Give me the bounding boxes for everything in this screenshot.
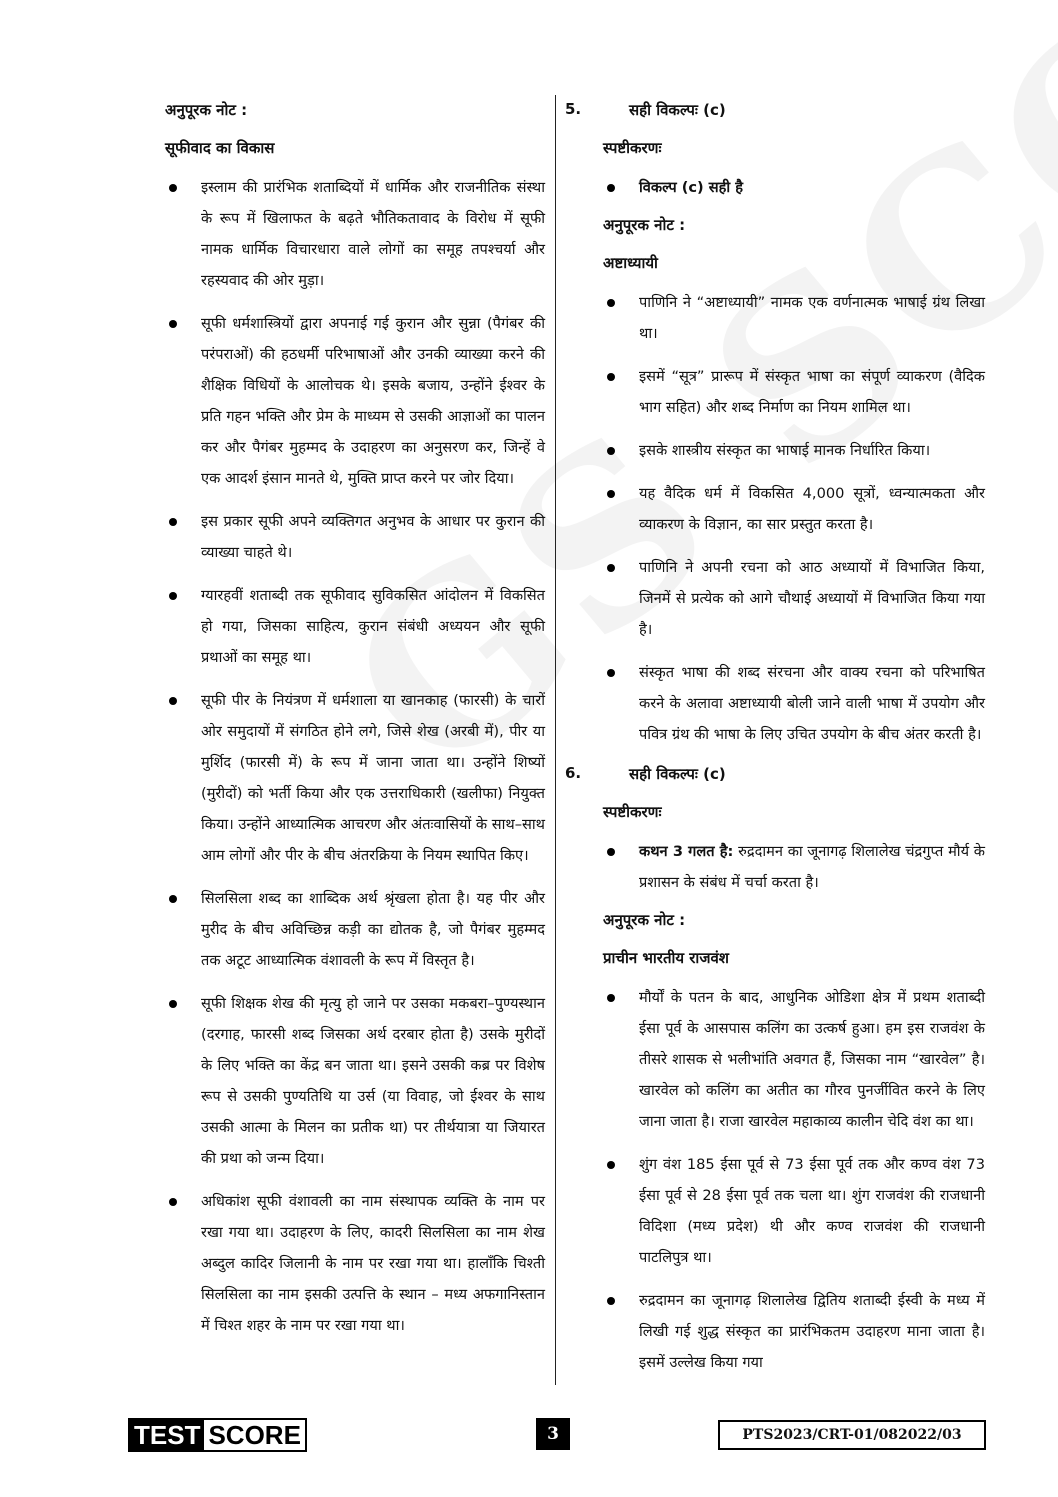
- explanation-list: [603, 172, 985, 203]
- supplementary-note-heading: अनुपूरक नोट :: [603, 911, 686, 929]
- list-item: इसके शास्त्रीय संस्कृत का भाषाई मानक निर्धारित किया।: [603, 435, 985, 466]
- list-item: पाणिनि ने अपनी रचना को आठ अध्यायों में विभाजित किया, जिनमें से प्रत्येक को आगे चौथाई अध्यायों में विभाजित किया गया है।: [603, 552, 985, 645]
- bullet-icon: [607, 669, 615, 677]
- bullet-icon: [607, 848, 615, 856]
- bullet-icon: [169, 697, 177, 705]
- question-5-answer: [565, 100, 985, 120]
- explanation-list: [603, 836, 985, 898]
- bullet-icon: [607, 184, 615, 192]
- bullet-icon: [607, 373, 615, 381]
- list-item: इसमें “सूत्र” प्रारूप में संस्कृत भाषा का संपूर्ण व्याकरण (वैदिक भाग सहित) और शब्द निर्माण का नियम शामिल था।: [603, 361, 985, 423]
- bullet-list: [165, 172, 545, 1341]
- bullet-icon: [607, 447, 615, 455]
- bullet-icon: [169, 1198, 177, 1206]
- question-number: 5.: [565, 100, 582, 118]
- question-6-answer: [565, 764, 985, 784]
- bullet-icon: [169, 518, 177, 526]
- bullet-list: [603, 287, 985, 750]
- bullet-icon: [607, 490, 615, 498]
- bullet-icon: [607, 564, 615, 572]
- bullet-icon: [607, 1161, 615, 1169]
- bullet-list: [603, 982, 985, 1378]
- page-number: 3: [536, 1418, 570, 1450]
- test-code: PTS2023/CRT-01/082022/03: [718, 1420, 986, 1450]
- list-item: इस प्रकार सूफी अपने व्यक्तिगत अनुभव के आधार पर कुरान की व्याख्या चाहते थे।: [165, 506, 545, 568]
- bullet-icon: [607, 299, 615, 307]
- list-item: कथन 3 गलत है: रुद्रदामन का जूनागढ़ शिलालेख चंद्रगुप्त मौर्य के प्रशासन के संबंध में चर्चा करता है।: [603, 836, 985, 898]
- column-divider: [555, 95, 556, 1385]
- list-item: शुंग वंश 185 ईसा पूर्व से 73 ईसा पूर्व तक और कण्व वंश 73 ईसा पूर्व से 28 ईसा पूर्व तक चला था। शुंग राजवंश की राजधानी विदिशा (मध्य प्रदेश) थी और कण्व राजवंश की राजधानी पाटलिपुत्र था।: [603, 1149, 985, 1273]
- list-item: इस्लाम की प्रारंभिक शताब्दियों में धार्मिक और राजनीतिक संस्था के रूप में खिलाफत के बढ़ते भौतिकतावाद के विरोध में सूफी नामक धार्मिक विचारधारा वाले लोगों का समूह तपश्चर्या और रहस्यवाद की ओर मुड़ा।: [165, 172, 545, 296]
- list-item: सूफी शिक्षक शेख की मृत्यु हो जाने पर उसका मकबरा–पुण्यस्थान (दरगाह, फारसी शब्द जिसका अर्थ दरबार होता है) उसके मुरीदों के लिए भक्ति का केंद्र बन जाता था। इसने उसकी कब्र पर विशेष रूप से उसकी पुण्यतिथि या उर्स (या विवाह, जो ईश्वर के साथ उसकी आत्मा के मिलन का प्रतीक था) पर तीर्थयात्रा या जियारत की प्रथा को जन्म दिया।: [165, 988, 545, 1174]
- bullet-icon: [169, 320, 177, 328]
- bullet-icon: [169, 1000, 177, 1008]
- right-column: [565, 100, 985, 1390]
- list-item: सूफी धर्मशास्त्रियों द्वारा अपनाई गई कुरान और सुन्ना (पैगंबर की परंपराओं) की हठधर्मी परिभाषाओं और उनकी व्याख्या करने की शैक्षिक विधियों के आलोचक थे। इसके बजाय, उन्होंने ईश्वर के प्रति गहन भक्ति और प्रेम के माध्यम से उसकी आज्ञाओं का पालन कर और पैगंबर मुहम्मद के उदाहरण का अनुसरण कर, जिन्हें वे एक आदर्श इंसान मानते थे, मुक्ति प्राप्त करने पर जोर दिया।: [165, 308, 545, 494]
- list-item: सिलसिला शब्द का शाब्दिक अर्थ श्रृंखला होता है। यह पीर और मुरीद के बीच अविच्छिन्न कड़ी का द्योतक है, जो पैगंबर मुहम्मद तक अटूट आध्यात्मिक वंशावली के रूप में विस्तृत है।: [165, 883, 545, 976]
- list-item: मौर्यों के पतन के बाद, आधुनिक ओडिशा क्षेत्र में प्रथम शताब्दी ईसा पूर्व के आसपास कलिंग का उत्कर्ष हुआ। हम इस राजवंश के तीसरे शासक से भलीभांति अवगत हैं, जिसका नाम “खारवेल” है। खारवेल को कलिंग का अतीत का गौरव पुनर्जीवित करने के लिए जाना जाता है। राजा खारवेल महाकाव्य कालीन चेदि वंश का था।: [603, 982, 985, 1137]
- section-title: अष्टाध्यायी: [603, 254, 658, 272]
- bullet-icon: [169, 895, 177, 903]
- bullet-icon: [607, 1297, 615, 1305]
- section-title: सूफीवाद का विकास: [165, 139, 275, 157]
- question-number: 6.: [565, 764, 582, 782]
- list-item: रुद्रदामन का जूनागढ़ शिलालेख द्वितिय शताब्दी ईस्वी के मध्य में लिखी गई शुद्ध संस्कृत का प्रारंभिकतम उदाहरण माना जाता है। इसमें उल्लेख किया गया: [603, 1285, 985, 1378]
- list-item: ग्यारहवीं शताब्दी तक सूफीवाद सुविकसित आंदोलन में विकसित हो गया, जिसका साहित्य, कुरान संबंधी अध्ययन और सूफी प्रथाओं का समूह था।: [165, 580, 545, 673]
- list-item: पाणिनि ने “अष्टाध्यायी” नामक एक वर्णनात्मक भाषाई ग्रंथ लिखा था।: [603, 287, 985, 349]
- bullet-icon: [607, 994, 615, 1002]
- list-item: यह वैदिक धर्म में विकसित 4,000 सूत्रों, ध्वन्यात्मकता और व्याकरण के विज्ञान, का सार प्रस्तुत करता है।: [603, 478, 985, 540]
- supplementary-note-heading: अनुपूरक नोट :: [165, 101, 248, 119]
- explanation-heading: स्पष्टीकरणः: [603, 803, 662, 821]
- explanation-heading: स्पष्टीकरणः: [603, 139, 662, 157]
- section-title: प्राचीन भारतीय राजवंश: [603, 949, 729, 967]
- list-item: विकल्प (c) सही है: [603, 172, 985, 203]
- page-footer: [0, 1418, 1058, 1458]
- supplementary-note-heading: अनुपूरक नोट :: [603, 216, 686, 234]
- testscore-logo: TEST SCORE: [128, 1418, 307, 1452]
- correct-option: सही विकल्पः (c): [629, 765, 726, 783]
- list-item: संस्कृत भाषा की शब्द संरचना और वाक्य रचना को परिभाषित करने के अलावा अष्टाध्यायी बोली जाने वाली भाषा में उपयोग और पवित्र ग्रंथ की भाषा के लिए उचित उपयोग के बीच अंतर करती है।: [603, 657, 985, 750]
- list-item: सूफी पीर के नियंत्रण में धर्मशाला या खानकाह (फारसी) के चारों ओर समुदायों में संगठित होने लगे, जिसे शेख (अरबी में), पीर या मुर्शिद (फारसी में) के रूप में जाना जाता था। उन्होंने शिष्यों (मुरीदों) को भर्ती किया और एक उत्तराधिकारी (खलीफा) नियुक्त किया। उन्होंने आध्यात्मिक आचरण और अंतःवासियों के साथ–साथ आम लोगों और पीर के बीच अंतरक्रिया के नियम स्थापित किए।: [165, 685, 545, 871]
- bullet-icon: [169, 184, 177, 192]
- correct-option: सही विकल्पः (c): [629, 101, 726, 119]
- bullet-icon: [169, 592, 177, 600]
- left-column: [165, 100, 545, 1353]
- list-item: अधिकांश सूफी वंशावली का नाम संस्थापक व्यक्ति के नाम पर रखा गया था। उदाहरण के लिए, कादरी सिलसिला का नाम शेख अब्दुल कादिर जिलानी के नाम पर रखा गया था। हालाँकि चिश्ती सिलसिला का नाम इसकी उत्पत्ति के स्थान – मध्य अफगानिस्तान में चिश्त शहर के नाम पर रखा गया था।: [165, 1186, 545, 1341]
